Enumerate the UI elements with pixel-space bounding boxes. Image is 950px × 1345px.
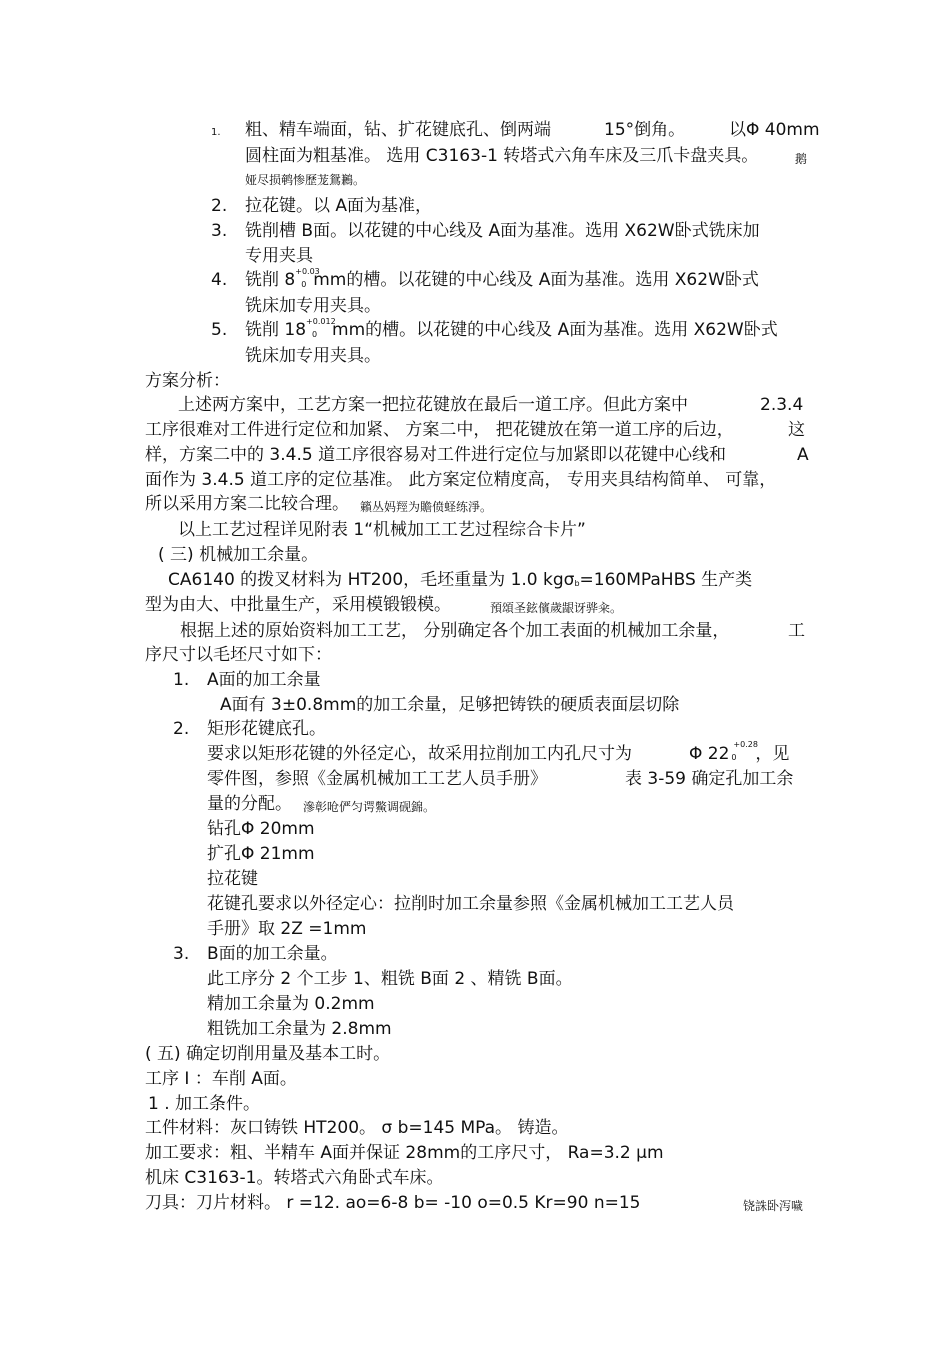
- text: A面的加工余量: [207, 670, 321, 690]
- tolerance-upper: +0.012: [306, 317, 336, 326]
- text: 样，方案二中的 3.4.5 道工序很容易对工件进行定位与加紧即以花键中心线和: [145, 445, 727, 465]
- text: B面的加工余量。: [207, 944, 338, 964]
- line-17: [178, 520, 586, 540]
- text: 铣削 8: [245, 270, 296, 290]
- text: 方案分析：: [145, 371, 230, 391]
- garbled-text: 铙誅卧泻噦: [743, 1199, 804, 1213]
- line-16: [145, 494, 493, 514]
- text: 工: [788, 621, 805, 641]
- line-24: [220, 695, 679, 715]
- line-13: [145, 420, 805, 440]
- text: ( 三) 机械加工余量。: [158, 545, 319, 565]
- text: 花键孔要求以外径定心：拉削时加工余量参照《金属机械加工工艺人员: [207, 894, 734, 914]
- line-22: [145, 645, 332, 665]
- garbled-text: 預頌圣鉉儐歲龈讶骅籴。: [490, 601, 623, 615]
- line-1: [211, 120, 820, 143]
- line-40: [148, 1094, 260, 1114]
- line-19: [168, 570, 752, 594]
- line-15: [145, 470, 776, 490]
- text: 刀具：刀片材料。 r =12. ao=6-8 b= -10 o=0.5 Kr=90 n=15: [145, 1193, 641, 1213]
- list-number: 5.: [211, 320, 228, 340]
- text: 此工序分 2 个工步 1、粗铣 B面 2 、精铣 B面。: [207, 969, 573, 989]
- line-21: [180, 621, 805, 641]
- text: 工件材料：灰口铸铁 HT200。 σ b=145 MPa。 铸造。: [145, 1118, 569, 1138]
- text: 圆柱面为粗基准。 选用 C3163-1 转塔式六角车床及三爪卡盘夹具。: [245, 146, 759, 166]
- text: Φ 22: [689, 744, 730, 764]
- text: 15°倒角。: [604, 120, 686, 140]
- list-number: 3.: [173, 944, 190, 964]
- text: 根据上述的原始资料加工工艺， 分别确定各个加工表面的机械加工余量，: [180, 621, 730, 641]
- list-number: 1.: [211, 127, 221, 138]
- text: [245, 317, 778, 340]
- line-2: [245, 146, 808, 166]
- line-12: [178, 395, 804, 415]
- garbled-text: 籟丛妈羥为贍偾蛏练淨。: [360, 500, 493, 514]
- line-5: [211, 221, 760, 241]
- line-25: [173, 719, 326, 739]
- line-27: [207, 769, 794, 789]
- garbled-text: 鹅: [795, 152, 808, 166]
- text: 所以采用方案二比较合理。: [145, 494, 349, 514]
- text: 粗、精车端面，钻、扩花键底孔、倒两端: [245, 120, 551, 140]
- section-heading: [158, 545, 318, 565]
- line-30: [207, 844, 315, 864]
- text: 1 . 加工条件。: [148, 1094, 261, 1114]
- line-20: [145, 595, 623, 615]
- line-43: [145, 1168, 444, 1188]
- line-3: [245, 170, 365, 190]
- text: 上述两方案中，工艺方案一把拉花键放在最后一道工序。但此方案中: [178, 395, 688, 415]
- text: 工序很难对工件进行定位和加紧、 方案二中， 把花键放在第一道工序的后边，: [145, 420, 734, 440]
- text: =160MPaHBS 生产类: [579, 570, 753, 590]
- text: 矩形花键底孔。: [207, 719, 326, 739]
- text: 加工要求：粗、半精车 A面并保证 28mm的工序尺寸， Ra=3.2 μm: [145, 1143, 664, 1163]
- text: 型为由大、中批量生产，采用模锻锻模。: [145, 595, 451, 615]
- line-42: [145, 1143, 664, 1163]
- tolerance-lower: 0: [312, 330, 318, 339]
- text: A: [797, 445, 809, 465]
- tolerance-lower: 0: [731, 753, 737, 762]
- list-number: 3.: [211, 221, 228, 241]
- text: 铣削 18: [245, 320, 307, 340]
- text: 这: [788, 420, 805, 440]
- text: 工序 Ⅰ ：车削 A面。: [145, 1069, 297, 1089]
- list-number: 2.: [211, 196, 228, 216]
- text: 钻孔Φ 20mm: [207, 819, 315, 839]
- line-39: [145, 1069, 297, 1089]
- text: 扩孔Φ 21mm: [207, 844, 315, 864]
- subscript: b: [574, 579, 580, 588]
- line-9: [211, 317, 778, 340]
- line-23: [173, 670, 321, 690]
- garbled-text: 滲彰呛俨匀谔鱉调砚錦。: [303, 800, 436, 814]
- text: 要求以矩形花键的外径定心，故采用拉削加工内孔尺寸为: [207, 744, 632, 764]
- line-35: [207, 969, 573, 989]
- text: 拉花键: [207, 869, 258, 889]
- line-44: [145, 1193, 804, 1213]
- list-number: 4.: [211, 270, 228, 290]
- tolerance-upper: +0.03: [295, 267, 320, 276]
- text: [689, 740, 790, 764]
- line-29: [207, 819, 315, 839]
- line-4: [211, 196, 433, 216]
- line-41: [145, 1118, 568, 1138]
- line-6: [245, 246, 313, 266]
- text: 拉花键。以 A面为基准，: [245, 196, 433, 216]
- text: [245, 267, 759, 290]
- line-36: [207, 994, 375, 1014]
- line-14: [145, 445, 809, 465]
- text: CA6140 的拨叉材料为 HT200，毛坯重量为 1.0 kgσ: [168, 570, 575, 590]
- text: 专用夹具: [245, 246, 313, 266]
- text: ，见: [755, 744, 790, 764]
- text: 2.3.4: [760, 395, 804, 415]
- list-number: 1.: [173, 670, 190, 690]
- text: 以上工艺过程详见附表 1“机械加工工艺过程综合卡片”: [178, 520, 586, 540]
- text: 机床 C3163-1。转塔式六角卧式车床。: [145, 1168, 444, 1188]
- line-28: [207, 794, 436, 814]
- line-26: [207, 740, 790, 764]
- line-7: [211, 267, 759, 290]
- section-heading: [145, 371, 230, 391]
- line-33: [207, 919, 366, 939]
- text: 粗铣加工余量为 2.8mm: [207, 1019, 392, 1039]
- text: 精加工余量为 0.2mm: [207, 994, 375, 1014]
- section-heading: [145, 1044, 390, 1064]
- text: A面有 3±0.8mm的加工余量，足够把铸铁的硬质表面层切除: [220, 695, 680, 715]
- line-31: [207, 869, 258, 889]
- text: 以Φ 40mm: [729, 120, 820, 140]
- garbled-text: 娅尽损鹌惨歷茏鴛鶼。: [245, 173, 366, 187]
- text: 量的分配。: [207, 794, 292, 814]
- text: 零件图，参照《金属机械加工工艺人员手册》: [207, 769, 547, 789]
- text: 铣床加专用夹具。: [245, 296, 381, 316]
- tolerance-upper: +0.28: [733, 740, 758, 749]
- text: 表 3-59 确定孔加工余: [625, 769, 794, 789]
- text: 铣削槽 B面。以花键的中心线及 A面为基准。选用 X62W卧式铣床加: [245, 221, 760, 241]
- list-number: 2.: [173, 719, 190, 739]
- text: 面作为 3.4.5 道工序的定位基准。 此方案定位精度高， 专用夹具结构简单、 可靠，: [145, 470, 777, 490]
- tolerance-lower: 0: [301, 280, 307, 289]
- text: 铣床加专用夹具。: [245, 346, 381, 366]
- text: mm的槽。以花键的中心线及 A面为基准。选用 X62W卧式: [332, 320, 778, 340]
- line-8: [245, 296, 381, 316]
- text: 手册》取 2Z =1mm: [207, 919, 367, 939]
- line-34: [173, 944, 338, 964]
- text: 序尺寸以毛坯尺寸如下：: [145, 645, 332, 665]
- line-37: [207, 1019, 392, 1039]
- line-32: [207, 894, 734, 914]
- text: mm的槽。以花键的中心线及 A面为基准。选用 X62W卧式: [313, 270, 759, 290]
- line-10: [245, 346, 381, 366]
- text: ( 五) 确定切削用量及基本工时。: [145, 1044, 391, 1064]
